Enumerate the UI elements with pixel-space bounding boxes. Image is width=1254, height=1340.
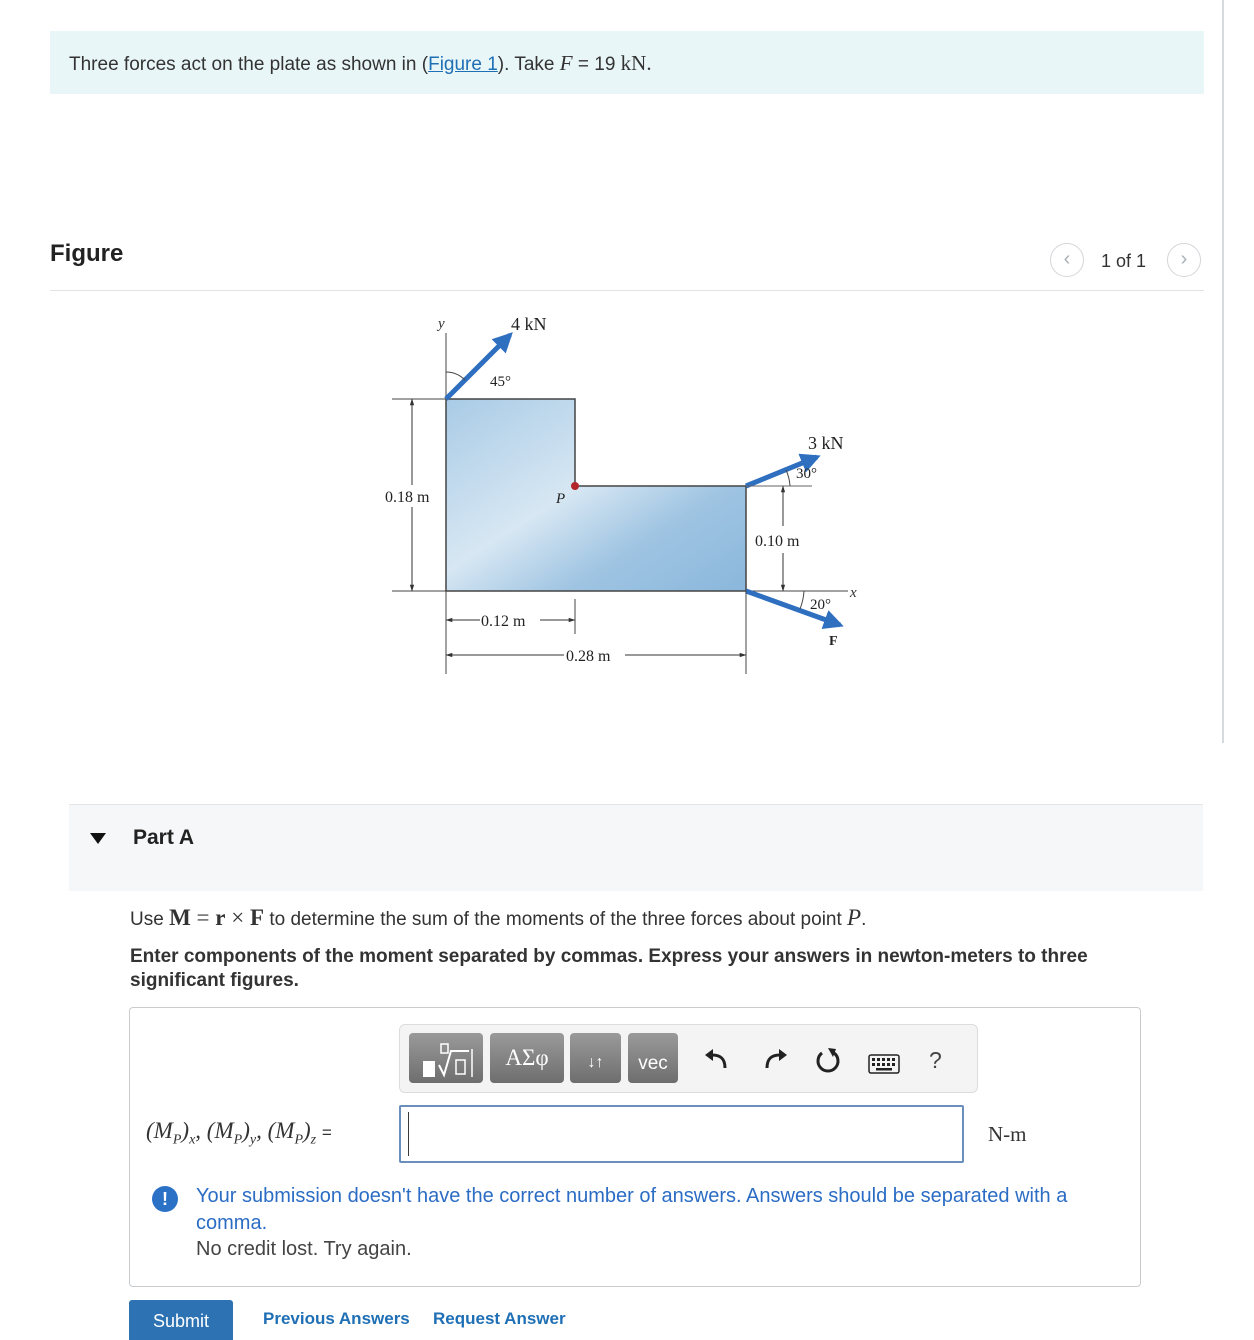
answer-input[interactable]: [399, 1105, 964, 1163]
instruction-symbol-m: M: [169, 905, 191, 930]
instruction-point: P: [847, 905, 862, 930]
problem-statement: [50, 31, 1204, 94]
problem-equals: = 19: [572, 54, 621, 75]
angle-45-label: 45°: [490, 374, 511, 390]
submit-button[interactable]: Submit: [129, 1300, 233, 1340]
chevron-left-icon[interactable]: ‹: [1050, 243, 1084, 277]
angle-20-arc: [800, 591, 804, 609]
angle-45-arc: [446, 372, 465, 380]
plate-diagram: [370, 300, 890, 690]
angle-30-label: 30°: [796, 466, 817, 482]
units-label: N-m: [988, 1122, 1027, 1146]
reset-icon[interactable]: [814, 1046, 842, 1074]
caret-down-icon[interactable]: [90, 833, 106, 844]
equation-label: $(M_P)_x$, $(M_P)_y$, $(M_P)_z$ =: [146, 1118, 332, 1148]
text-caret: [408, 1112, 409, 1156]
problem-text-before: Three forces act on the plate as shown in (: [69, 54, 429, 75]
y-axis-label: y: [438, 316, 445, 332]
point-p-label: P: [556, 491, 566, 507]
templates-icon: [409, 1033, 483, 1083]
part-a-instruction: [130, 905, 866, 931]
angle-20-label: 20°: [810, 597, 831, 613]
part-a-directions: Enter components of the moment separated by commas. Express your answers in newton-meters to three significant figures.: [130, 946, 1088, 991]
feedback-note: No credit lost. Try again.: [196, 1238, 412, 1260]
dim-short-label: 0.12 m: [481, 613, 526, 630]
templates-button[interactable]: [409, 1033, 483, 1083]
greek-symbols-button[interactable]: ΑΣφ: [490, 1033, 564, 1083]
previous-answers-link[interactable]: Previous Answers: [263, 1309, 410, 1328]
figure-link[interactable]: Figure 1: [428, 54, 498, 75]
figure-counter: 1 of 1: [1101, 251, 1147, 271]
dim-height-label: 0.18 m: [385, 489, 430, 506]
point-p: [571, 482, 579, 490]
redo-icon[interactable]: [762, 1046, 790, 1074]
instruction-times: ×: [225, 905, 250, 930]
keyboard-icon[interactable]: [868, 1054, 900, 1074]
part-a-header[interactable]: [69, 804, 1203, 891]
alert-icon: !: [152, 1186, 178, 1212]
dim-right-label: 0.10 m: [755, 533, 800, 550]
divider: [50, 290, 1204, 291]
problem-unit: kN.: [620, 51, 652, 75]
request-answer-link[interactable]: Request Answer: [433, 1309, 566, 1328]
instruction-symbol-f: F: [249, 905, 265, 930]
problem-text-after: ). Take: [497, 54, 560, 75]
dim-long-label: 0.28 m: [566, 648, 611, 665]
part-a-title[interactable]: Part A: [133, 826, 195, 849]
vec-button[interactable]: vec: [628, 1033, 678, 1083]
undo-icon[interactable]: [702, 1046, 730, 1074]
angle-30-arc: [786, 470, 790, 486]
help-icon[interactable]: ?: [929, 1047, 942, 1073]
instruction-symbol-r: r: [215, 905, 226, 930]
scrollbar-track[interactable]: [1222, 0, 1224, 743]
plate: [446, 399, 746, 591]
arrows-button[interactable]: ↓↑: [570, 1033, 621, 1083]
instruction-period: .: [861, 909, 867, 930]
instruction-equals: =: [190, 905, 216, 930]
chevron-right-icon[interactable]: ›: [1167, 243, 1201, 277]
force-3kn-label: 3 kN: [808, 433, 844, 453]
x-axis-label: x: [850, 585, 857, 601]
instruction-text-pre: Use: [130, 909, 170, 930]
figure-heading: Figure: [50, 240, 124, 267]
force-f-label: F: [829, 634, 838, 649]
instruction-text-post: to determine the sum of the moments of the three forces about point: [264, 909, 848, 930]
feedback-message: Your submission doesn't have the correct number of answers. Answers should be separated with a comma.: [196, 1185, 1068, 1234]
force-4kn-label: 4 kN: [511, 314, 547, 334]
problem-variable: F: [559, 51, 573, 75]
